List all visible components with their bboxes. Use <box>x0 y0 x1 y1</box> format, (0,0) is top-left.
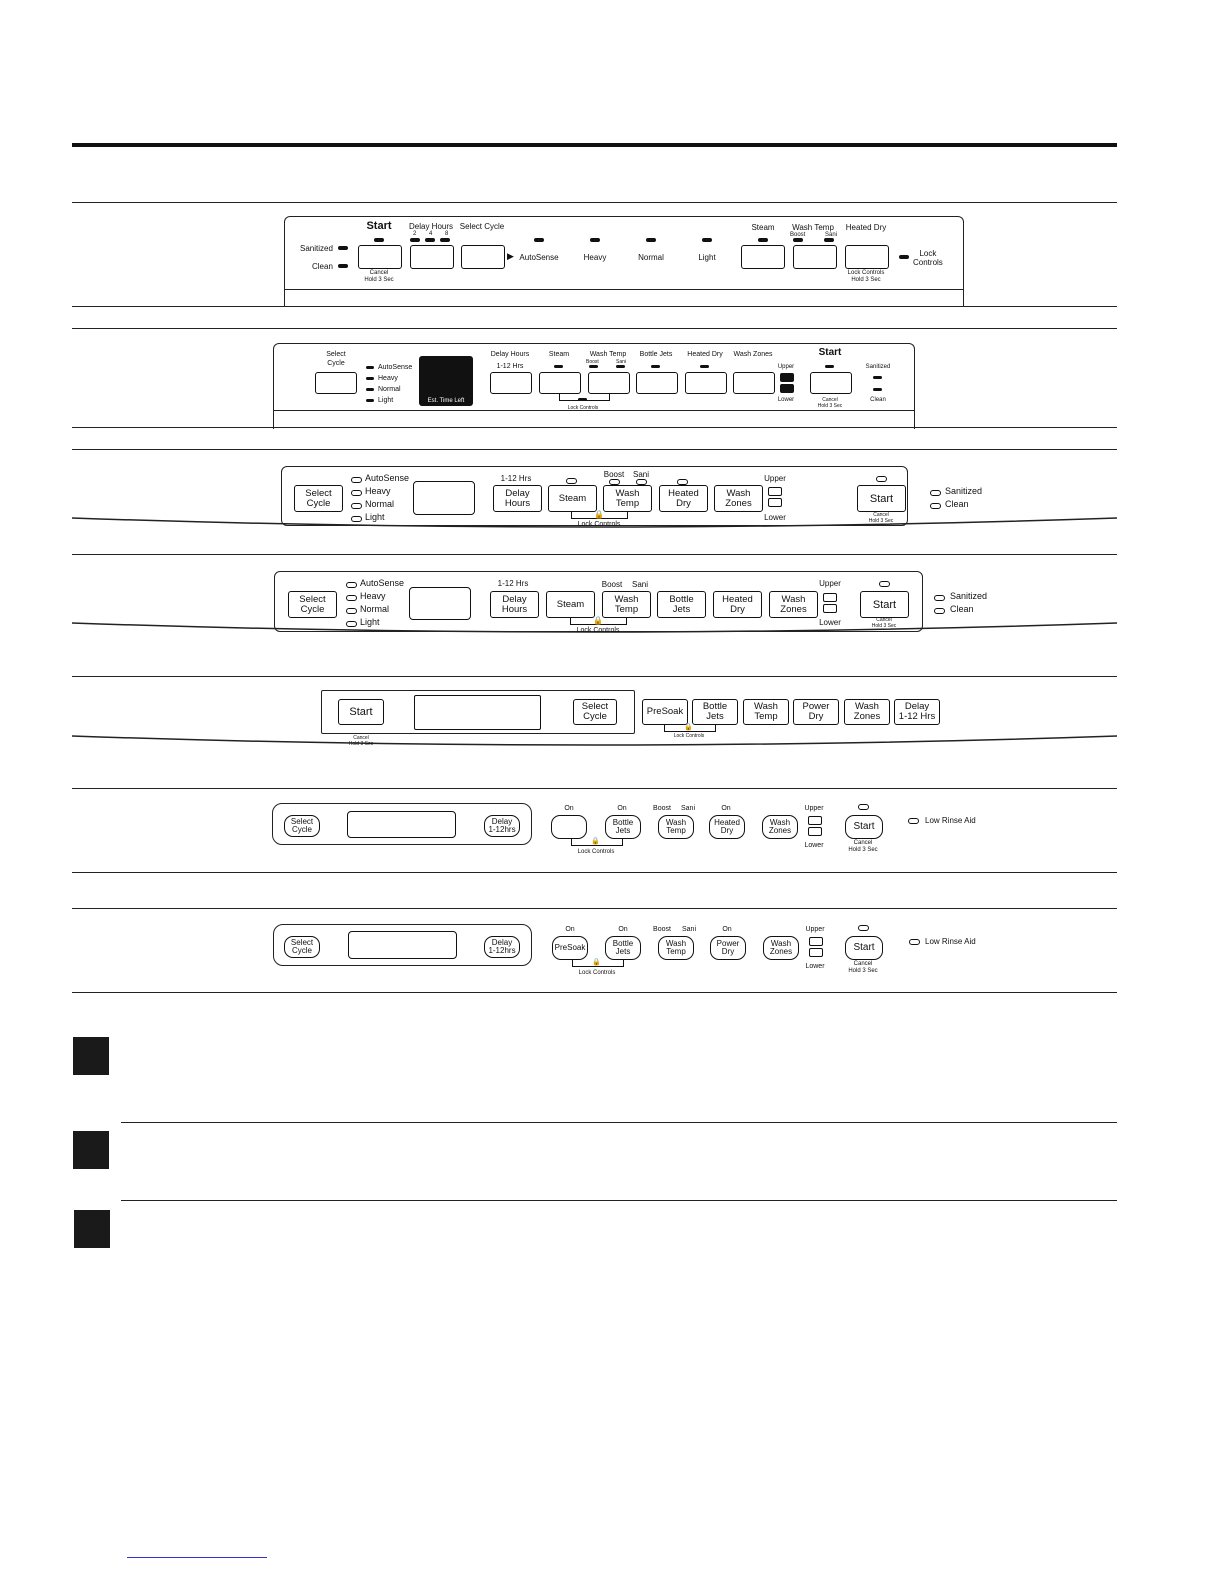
sani-label: Sani <box>681 926 697 933</box>
zone-indicator <box>780 373 794 393</box>
lock-controls-label: Lock Controls <box>577 521 621 528</box>
wash-zones-button[interactable]: Wash Zones <box>714 485 763 512</box>
steam-button[interactable]: Steam <box>548 485 597 512</box>
boost-label: Boost <box>790 232 806 238</box>
steam-button[interactable] <box>741 245 785 269</box>
light-led <box>702 238 712 242</box>
bottle-jets-button[interactable]: Bottle Jets <box>605 936 641 960</box>
select-cycle-button[interactable]: Select Cycle <box>288 591 337 618</box>
on-label: On <box>564 805 574 812</box>
hrs-label: 1-12 Hrs <box>496 363 524 370</box>
on-label: On <box>721 805 731 812</box>
start-button[interactable]: Start <box>338 699 384 725</box>
select-cycle-button[interactable]: Select Cycle <box>284 815 320 837</box>
section-rule <box>121 1122 1117 1123</box>
sanitized-label: Sanitized <box>945 486 983 496</box>
heated-dry-label: Heated Dry <box>845 223 887 232</box>
start-led <box>858 804 869 810</box>
delay-hours-button[interactable]: Delay Hours <box>490 591 539 618</box>
heavy-label: Heavy <box>378 375 398 382</box>
sanitized-led <box>930 490 941 496</box>
steam-label: Steam <box>751 223 775 232</box>
lock-led <box>578 398 587 401</box>
start-led <box>879 581 890 587</box>
clean-label: Clean <box>312 262 333 271</box>
normal-led <box>366 388 374 391</box>
start-led <box>374 238 384 242</box>
sani-led <box>616 365 625 368</box>
heated-dry-button[interactable] <box>845 245 889 269</box>
lock-icon: 🔒 <box>592 959 601 966</box>
wash-zones-label: Wash Zones <box>733 351 773 358</box>
section-rule <box>72 872 1117 873</box>
delay-button[interactable]: Delay 1-12hrs <box>484 936 520 958</box>
light-led <box>346 621 357 627</box>
wash-zones-button[interactable]: Wash Zones <box>769 591 818 618</box>
normal-label: Normal <box>360 604 390 614</box>
start-button[interactable]: Start <box>845 936 883 960</box>
sanitized-label: Sanitized <box>865 364 891 370</box>
delay-hours-label: Delay Hours <box>490 351 530 358</box>
autosense-led <box>534 238 544 242</box>
heavy-led <box>366 377 374 380</box>
select-cycle-button[interactable]: Select Cycle <box>294 485 343 512</box>
wash-temp-label: Wash Temp <box>589 351 627 358</box>
steam-led <box>554 365 563 368</box>
light-label: Light <box>360 617 380 627</box>
cancel-hold-label: Cancel Hold 3 Sec <box>348 735 374 747</box>
section-rule <box>72 554 1117 555</box>
power-dry-button[interactable]: Power Dry <box>710 936 746 960</box>
zone-indicator <box>768 487 782 507</box>
heated-dry-label: Heated Dry <box>687 351 723 358</box>
boost-label: Boost <box>586 359 599 365</box>
hrs-label: 1-12 Hrs <box>500 474 532 483</box>
lower-label: Lower <box>777 397 795 403</box>
bottle-jets-button[interactable] <box>636 372 678 394</box>
low-rinse-label: Low Rinse Aid <box>925 816 976 825</box>
select-cycle-button[interactable] <box>461 245 505 269</box>
autosense-label: AutoSense <box>378 364 413 371</box>
autosense-led <box>346 582 357 588</box>
zone-indicator <box>809 937 823 957</box>
delay-hours-button[interactable] <box>490 372 532 394</box>
start-label: Start <box>366 220 392 232</box>
normal-label: Normal <box>365 499 395 509</box>
section-rule <box>72 992 1117 993</box>
time-display <box>414 695 541 730</box>
select-cycle-label: Select Cycle <box>326 351 346 367</box>
bottle-jets-button[interactable]: Bottle Jets <box>657 591 706 618</box>
power-dry-button[interactable]: Power Dry <box>793 699 839 725</box>
start-label: Start <box>818 347 842 358</box>
section-rule <box>72 427 1117 428</box>
upper-label: Upper <box>805 926 825 933</box>
select-cycle-button[interactable] <box>315 372 357 394</box>
normal-led <box>346 608 357 614</box>
section-rule <box>72 306 1117 307</box>
step-marker-2 <box>73 1131 109 1169</box>
cancel-hold-label: Cancel Hold 3 Sec <box>848 840 878 853</box>
step-marker-3 <box>74 1210 110 1248</box>
light-led <box>366 399 374 402</box>
lower-label: Lower <box>804 842 824 849</box>
clean-led <box>873 388 882 391</box>
wash-zones-button[interactable] <box>733 372 775 394</box>
clean-led <box>338 264 348 268</box>
start-button[interactable]: Start <box>857 485 906 512</box>
light-led <box>351 516 362 522</box>
boost-label: Boost <box>653 926 671 933</box>
start-led <box>825 365 834 368</box>
lock-controls-label: Lock Controls <box>576 627 620 634</box>
delay-button[interactable]: Delay 1-12 Hrs <box>894 699 940 725</box>
heated-dry-button[interactable] <box>685 372 727 394</box>
on-label: On <box>565 926 575 933</box>
boost-label: Boost <box>601 580 623 589</box>
wash-temp-button[interactable]: Wash Temp <box>658 936 694 960</box>
wash-temp-button[interactable]: Wash Temp <box>603 485 652 512</box>
section-rule <box>72 676 1117 677</box>
sanitized-led <box>338 246 348 250</box>
sani-label: Sani <box>631 580 649 589</box>
heated-dry-button[interactable]: Heated Dry <box>659 485 708 512</box>
delay-hours-button[interactable] <box>410 245 454 269</box>
time-display <box>413 481 475 515</box>
steam-led <box>566 478 577 484</box>
lock-controls-label: Lock Controls <box>673 733 705 739</box>
select-cycle-label: Select Cycle <box>459 222 505 231</box>
start-led <box>858 925 869 931</box>
wash-temp-button[interactable] <box>588 372 630 394</box>
normal-label: Normal <box>638 253 664 262</box>
est-time-label: Est. Time Left <box>427 398 465 404</box>
delay-hours-button[interactable]: Delay Hours <box>493 485 542 512</box>
normal-label: Normal <box>378 386 401 393</box>
start-button[interactable]: Start <box>860 591 909 618</box>
start-led <box>876 476 887 482</box>
autosense-label: AutoSense <box>519 253 559 262</box>
low-rinse-led <box>909 939 920 945</box>
sani-label: Sani <box>616 359 627 365</box>
sani-label: Sani <box>680 805 696 812</box>
section-rule <box>72 328 1117 329</box>
heated-dry-led <box>700 365 709 368</box>
clean-label: Clean <box>950 604 974 614</box>
cancel-hold-label: Cancel Hold 3 Sec <box>871 617 897 629</box>
clean-label: Clean <box>870 397 886 403</box>
blank-button[interactable] <box>551 815 587 839</box>
autosense-label: AutoSense <box>360 578 405 588</box>
steam-button[interactable] <box>539 372 581 394</box>
clean-led <box>934 608 945 614</box>
wash-temp-button[interactable]: Wash Temp <box>743 699 789 725</box>
light-label: Light <box>698 253 716 262</box>
upper-label: Upper <box>777 364 795 370</box>
lower-label: Lower <box>805 963 825 970</box>
step-marker-1 <box>73 1037 109 1075</box>
hrs-label: 1-12 Hrs <box>497 579 529 588</box>
sani-led <box>824 238 834 242</box>
start-button[interactable]: Start <box>845 815 883 839</box>
presoak-button[interactable]: PreSoak <box>552 936 588 960</box>
lock-controls-label: Lock Controls <box>577 849 615 855</box>
boost-led <box>589 365 598 368</box>
lock-controls-label: Lock Controls <box>578 970 616 976</box>
heavy-led <box>351 490 362 496</box>
bottle-jets-led <box>651 365 660 368</box>
header-rule <box>72 143 1117 147</box>
panel-divider <box>285 289 963 290</box>
sanitized-label: Sanitized <box>300 244 333 253</box>
steam-button[interactable]: Steam <box>546 591 595 618</box>
autosense-label: AutoSense <box>365 473 410 483</box>
light-label: Light <box>365 512 385 522</box>
wash-temp-button[interactable]: Wash Temp <box>602 591 651 618</box>
wash-zones-button[interactable]: Wash Zones <box>844 699 890 725</box>
select-cycle-button[interactable]: Select Cycle <box>573 699 617 725</box>
wash-temp-label: Wash Temp <box>792 223 834 232</box>
steam-label: Steam <box>548 351 570 358</box>
delay-hours-label: Delay Hours <box>408 222 454 231</box>
lock-controls-label: Lock Controls <box>913 249 943 267</box>
wash-temp-button[interactable]: Wash Temp <box>658 815 694 839</box>
time-display <box>348 931 457 959</box>
on-label: On <box>617 805 627 812</box>
time-display <box>347 811 456 838</box>
low-rinse-led <box>908 818 919 824</box>
heavy-label: Heavy <box>365 486 391 496</box>
zone-indicator <box>823 593 837 613</box>
start-button[interactable] <box>358 245 402 269</box>
lock-controls-led <box>899 255 909 259</box>
delay-2-led <box>410 238 420 242</box>
normal-led <box>351 503 362 509</box>
section-rule <box>72 788 1117 789</box>
section-rule <box>121 1200 1117 1201</box>
cancel-hold-label: Cancel Hold 3 Sec <box>817 397 843 409</box>
heavy-label: Heavy <box>583 253 607 262</box>
delay-8-label: 8 <box>445 231 449 237</box>
delay-4-label: 4 <box>429 231 433 237</box>
heated-dry-button[interactable]: Heated Dry <box>713 591 762 618</box>
boost-label: Boost <box>603 470 625 479</box>
select-cycle-button[interactable]: Select Cycle <box>284 936 320 958</box>
normal-led <box>646 238 656 242</box>
boost-led <box>793 238 803 242</box>
bottle-jets-label: Bottle Jets <box>639 351 673 358</box>
heavy-label: Heavy <box>360 591 386 601</box>
lock-hold-label: Lock Controls Hold 3 Sec <box>847 270 885 283</box>
on-label: On <box>618 926 628 933</box>
cancel-hold-label: Cancel Hold 3 Sec <box>868 512 894 524</box>
zone-indicator <box>808 816 822 836</box>
wash-zones-button[interactable]: Wash Zones <box>763 936 799 960</box>
lock-controls-label: Lock Controls <box>567 405 599 411</box>
low-rinse-label: Low Rinse Aid <box>925 937 976 946</box>
sanitized-label: Sanitized <box>950 591 988 601</box>
presoak-button[interactable]: PreSoak <box>642 699 688 725</box>
delay-8-led <box>440 238 450 242</box>
clean-led <box>930 503 941 509</box>
boost-label: Boost <box>653 805 671 812</box>
bottle-jets-button[interactable]: Bottle Jets <box>692 699 738 725</box>
wash-temp-button[interactable] <box>793 245 837 269</box>
lock-icon: 🔒 <box>684 724 693 731</box>
delay-4-led <box>425 238 435 242</box>
sani-label: Sani <box>825 232 838 238</box>
steam-led <box>758 238 768 242</box>
upper-label: Upper <box>804 805 824 812</box>
lock-icon: 🔒 <box>594 510 604 519</box>
section-rule <box>72 449 1117 450</box>
section-rule <box>72 908 1117 909</box>
cancel-hold-label: Cancel Hold 3 Sec <box>364 270 394 283</box>
sani-label: Sani <box>632 470 650 479</box>
lower-label: Lower <box>764 513 786 522</box>
lower-label: Lower <box>819 618 841 627</box>
heavy-led <box>346 595 357 601</box>
start-button[interactable] <box>810 372 852 394</box>
cancel-hold-label: Cancel Hold 3 Sec <box>848 961 878 974</box>
time-display <box>409 587 471 620</box>
panel-curve <box>72 732 1117 748</box>
delay-button[interactable]: Delay 1-12hrs <box>484 815 520 837</box>
sanitized-led <box>934 595 945 601</box>
on-label: On <box>722 926 732 933</box>
clean-label: Clean <box>945 499 969 509</box>
footer-link-underline[interactable] <box>127 1557 267 1558</box>
autosense-led <box>366 366 374 369</box>
section-rule <box>72 202 1117 203</box>
autosense-led <box>351 477 362 483</box>
lock-icon: 🔒 <box>593 616 603 625</box>
delay-2-label: 2 <box>413 231 417 237</box>
upper-label: Upper <box>819 579 841 588</box>
bottle-jets-button[interactable]: Bottle Jets <box>605 815 641 839</box>
lock-icon: 🔒 <box>591 838 600 845</box>
upper-label: Upper <box>764 474 786 483</box>
sanitized-led <box>873 376 882 379</box>
heavy-led <box>590 238 600 242</box>
arrow-right-icon: ▶ <box>507 251 514 261</box>
heated-dry-button[interactable]: Heated Dry <box>709 815 745 839</box>
light-label: Light <box>378 397 394 404</box>
wash-zones-button[interactable]: Wash Zones <box>762 815 798 839</box>
